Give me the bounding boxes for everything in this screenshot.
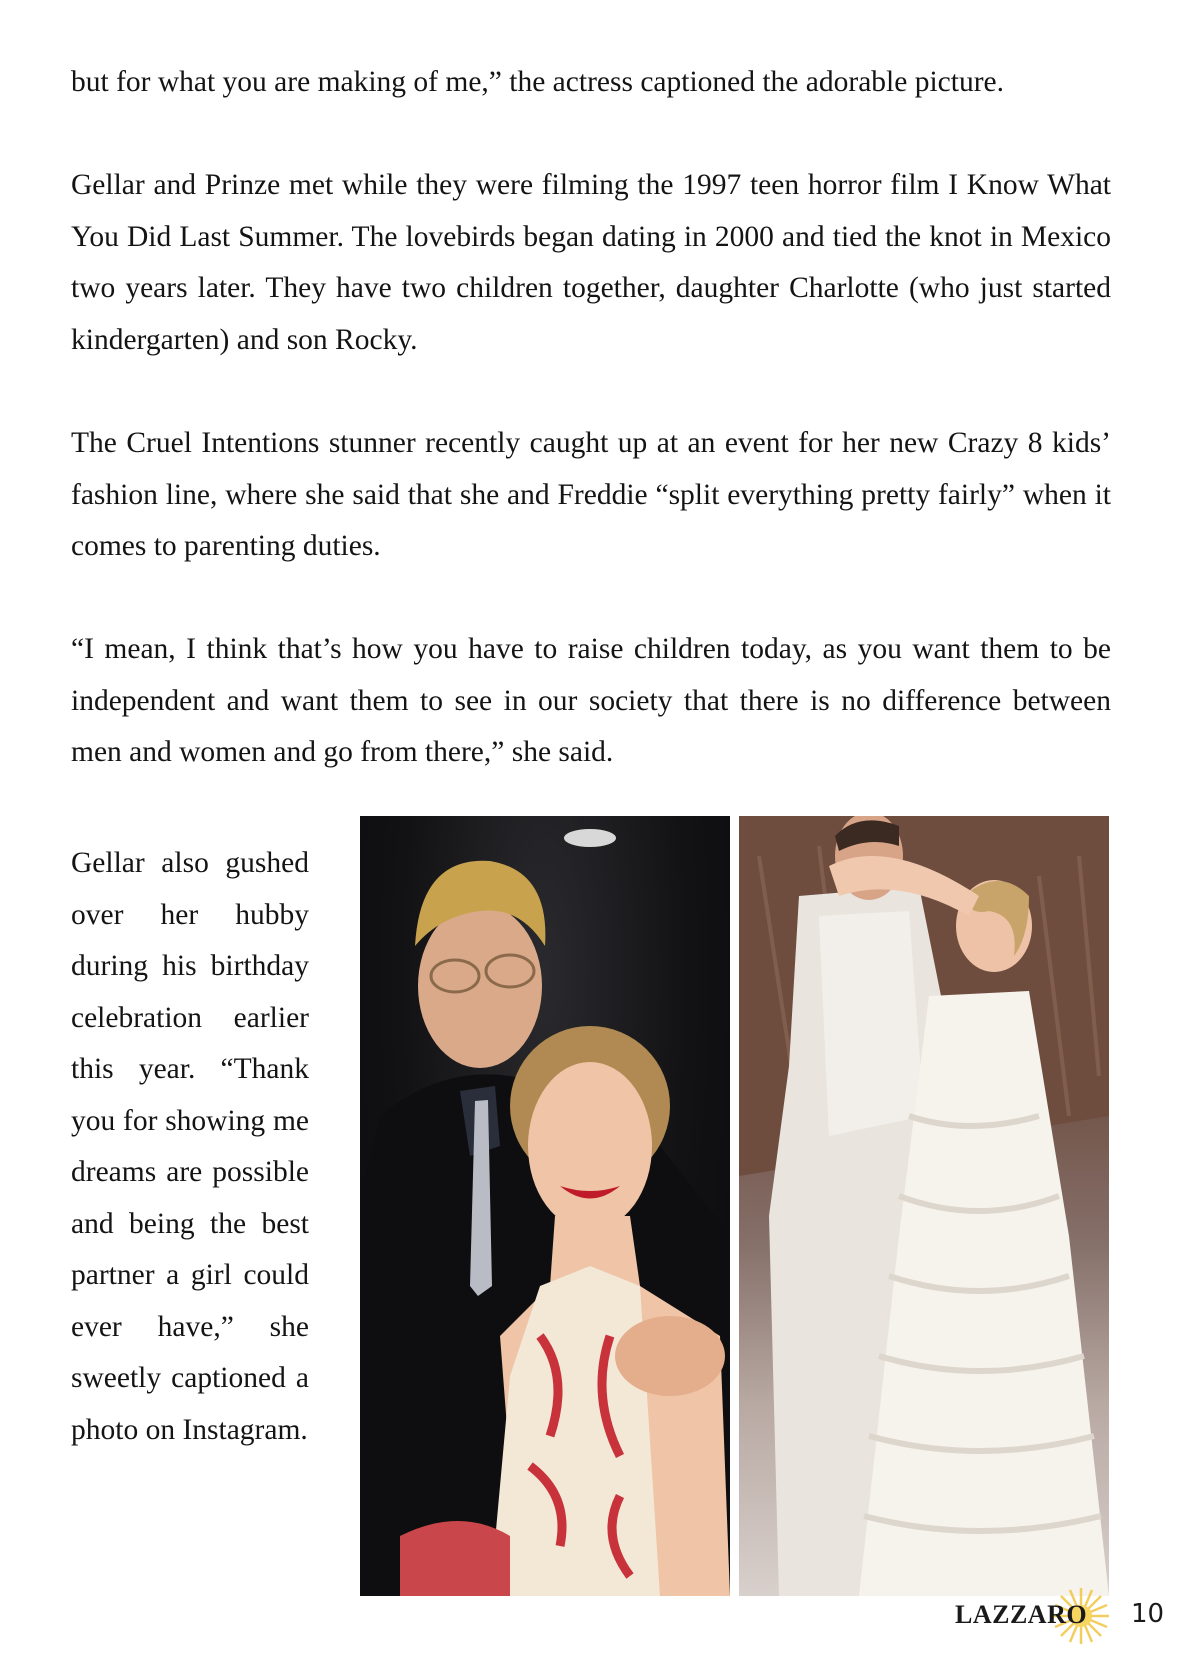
wedding-dance-photo [739, 816, 1109, 1596]
logo-wordmark: LAZZARO [955, 1600, 1088, 1629]
article-paragraph-3: The Cruel Intentions stunner recently caught up at an event for her new Crazy 8 kids’ fashion line, where she said that she and Freddie “split everything pretty fairly” when it comes to parenting duties. [71, 427, 1111, 562]
article-paragraph-4: “I mean, I think that’s how you have to raise children today, as you want them to be independent and want them to see in our society that there is no difference between men and women and go from there,” she said. [71, 633, 1111, 768]
side-column-paragraph: Gellar also gushed over her hubby during his birthday celebration earlier this year. “Thank you for showing me dreams are possible and being the best partner a girl could ever have,” she sweetly captioned a photo on Instagram. [71, 847, 309, 1446]
page-number: 10 [1131, 1599, 1165, 1629]
couple-event-photo [360, 816, 730, 1596]
article-paragraph-1: but for what you are making of me,” the actress captioned the adorable picture. [71, 66, 1004, 98]
article-paragraph-2: Gellar and Prinze met while they were filming the 1997 teen horror film I Know What You Did Last Summer. The lovebirds began dating in 2000 and tied the knot in Mexico two years later. They have two children together, daughter Charlotte (who just started kindergarten) and son Rocky. [71, 169, 1111, 356]
lazzaro-logo [955, 1594, 1105, 1638]
